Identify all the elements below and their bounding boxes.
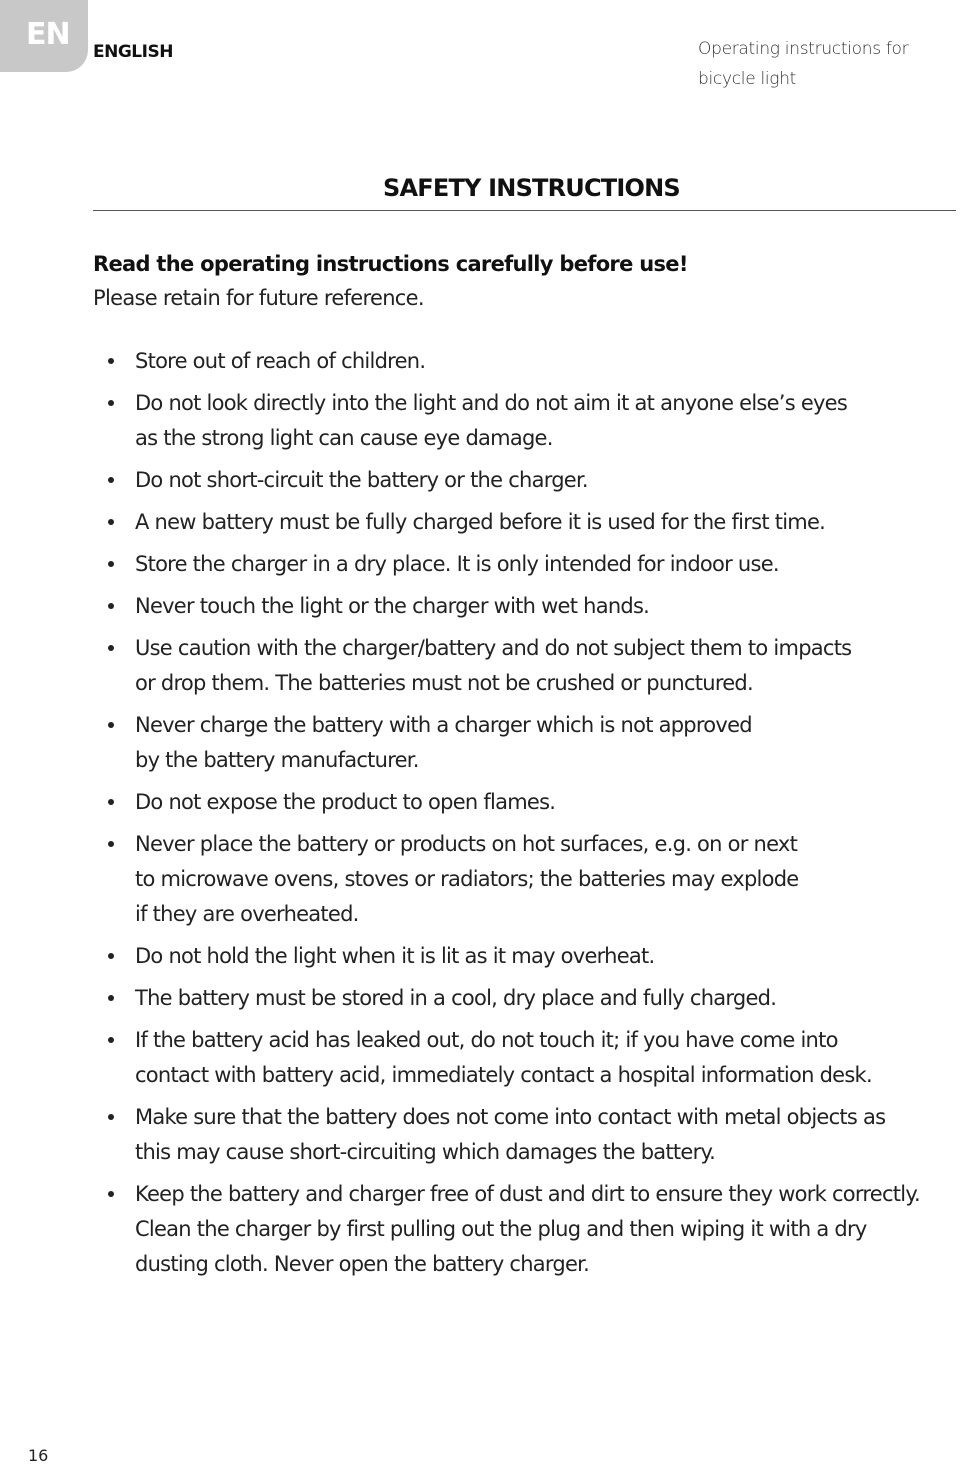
language-code: EN (26, 17, 70, 52)
list-item (108, 463, 960, 498)
list-item (108, 631, 960, 701)
bullet-icon (108, 722, 114, 728)
section-heading-text: SAFETY INSTRUCTIONS (383, 174, 680, 202)
list-item-text: Use caution with the charger/battery and do not subject them to impacts or drop them. The batteries must not be crushed or punctured. (135, 636, 852, 695)
bullet-icon (108, 841, 114, 847)
list-item-text: Do not expose the product to open flames. (135, 790, 556, 814)
list-item-text: Make sure that the battery does not come into contact with metal objects as this may cause short-circuiting which damages the battery. (135, 1105, 886, 1164)
bullet-icon (108, 358, 114, 364)
bullet-icon (108, 477, 114, 483)
list-item-text: Do not short-circuit the battery or the charger. (135, 468, 588, 492)
list-item-text: Store the charger in a dry place. It is only intended for indoor use. (135, 552, 779, 576)
list-item (108, 1023, 960, 1093)
list-item-text: The battery must be stored in a cool, dry place and fully charged. (135, 986, 777, 1010)
list-item (108, 344, 960, 379)
list-item-text: A new battery must be fully charged before it is used for the first time. (135, 510, 826, 534)
document-title: Operating instructions for bicycle light (698, 39, 909, 89)
list-item (108, 1177, 960, 1282)
bullet-icon (108, 561, 114, 567)
list-item-text: Never charge the battery with a charger which is not approved by the battery manufacturer. (135, 713, 752, 772)
bullet-icon (108, 1191, 114, 1197)
intro-normal-text: Please retain for future reference. (93, 286, 424, 310)
list-item (108, 785, 960, 820)
list-item (108, 827, 960, 932)
bullet-icon (108, 519, 114, 525)
list-item-text: Do not hold the light when it is lit as it may overheat. (135, 944, 655, 968)
bullet-icon (108, 953, 114, 959)
bullet-icon (108, 799, 114, 805)
list-item (108, 708, 960, 778)
bullet-icon (108, 400, 114, 406)
list-item (108, 981, 960, 1016)
language-name: ENGLISH (93, 42, 173, 62)
section-heading (93, 174, 956, 211)
list-item (108, 505, 960, 540)
list-item-text: Do not look directly into the light and do not aim it at anyone else’s eyes as the strong light can cause eye damage. (135, 391, 848, 450)
bullet-icon (108, 1037, 114, 1043)
list-item (108, 939, 960, 974)
bullet-icon (108, 1114, 114, 1120)
list-item (108, 589, 960, 624)
bullet-icon (108, 995, 114, 1001)
list-item (108, 386, 960, 456)
list-item-text: Never place the battery or products on hot surfaces, e.g. on or next to microwave ovens, stoves or radiators; the batteries may explode if they are overheated. (135, 832, 799, 926)
list-item-text: Never touch the light or the charger with wet hands. (135, 594, 650, 618)
language-tab (0, 0, 88, 72)
bullet-icon (108, 603, 114, 609)
list-item-text: Keep the battery and charger free of dust and dirt to ensure they work correctly. Clean the charger by first pulling out the plug and then wiping it with a dry dusting cloth. Never open the battery charger. (135, 1182, 920, 1276)
list-item (108, 547, 960, 582)
list-item (108, 1100, 960, 1170)
bullet-icon (108, 645, 114, 651)
list-item-text: Store out of reach of children. (135, 349, 426, 373)
list-item-text: If the battery acid has leaked out, do not touch it; if you have come into contact with battery acid, immediately contact a hospital information desk. (135, 1028, 872, 1087)
intro-bold-text: Read the operating instructions carefully before use! (93, 252, 688, 276)
page-number: 16 (28, 1446, 49, 1465)
